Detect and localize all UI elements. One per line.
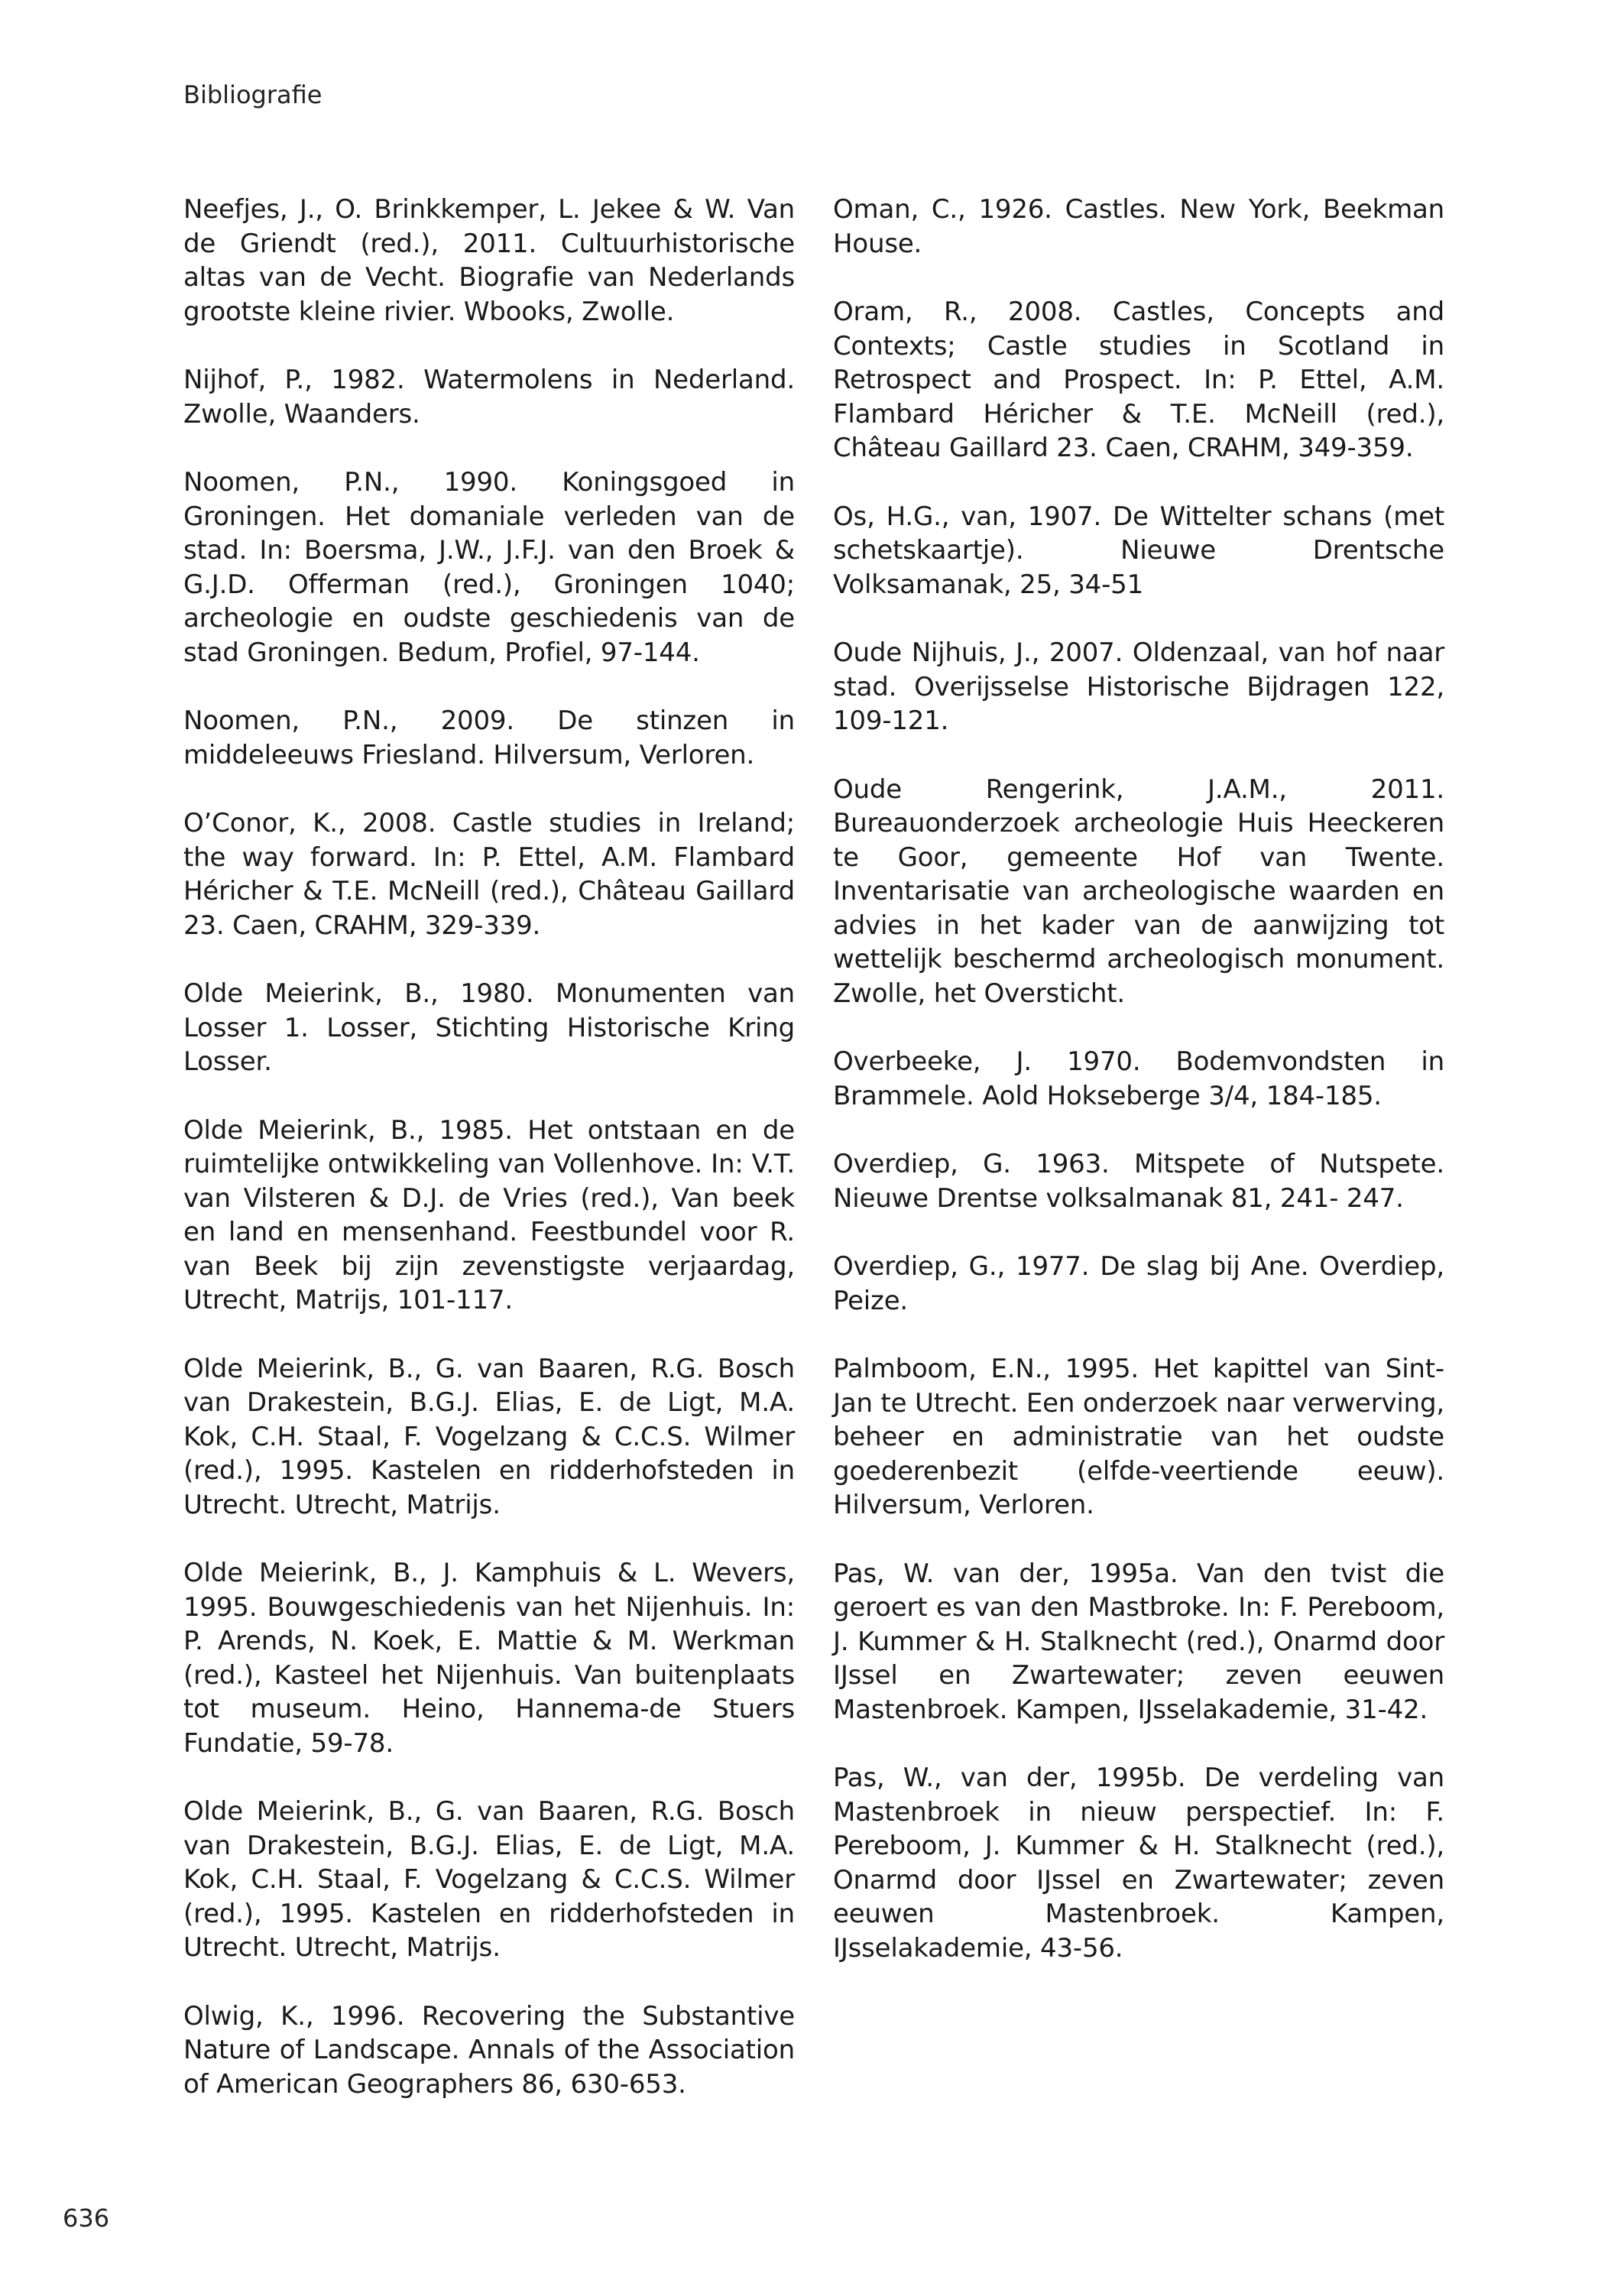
page-number: 636 (63, 2204, 110, 2233)
bibliography-column-left (183, 193, 795, 2136)
running-header: Bibliografie (183, 80, 323, 109)
bibliography-entry: Overdiep, G. 1963. Mitspete of Nutspete. Nieuwe Drentse volksalmanak 81, 241- 247. (833, 1149, 1444, 1214)
bibliography-entry: Oram, R., 2008. Castles, Concepts and Contexts; Castle studies in Scotland in Retrospect and Prospect. In: P. Ettel, A.M. Flambard Héricher & T.E. McNeill (red.), Château Gaillard 23. Caen, CRAHM, 349-359. (833, 297, 1444, 463)
bibliography-entry: Olde Meierink, B., G. van Baaren, R.G. Bosch van Drakestein, B.G.J. Elias, E. de Ligt, M.A. Kok, C.H. Staal, F. Vogelzang & C.C.S. Wilmer (red.), 1995. Kastelen en ridderhofsteden in Utrecht. Utrecht, Matrijs. (183, 1353, 795, 1520)
bibliography-entry: Olwig, K., 1996. Recovering the Substantive Nature of Landscape. Annals of the Association of American Geographers 86, 630-653. (183, 2000, 795, 2100)
bibliography-entry: Nijhof, P., 1982. Watermolens in Nederland. Zwolle, Waanders. (183, 365, 795, 430)
bibliography-entry: Olde Meierink, B., 1985. Het ontstaan en de ruimtelijke ontwikkeling van Vollenhove. In: V.T. van Vilsteren & D.J. de Vries (red.), Van beek en land en mensenhand. Feestbundel voor R. van Beek bij zijn zevenstigste verjaardag, Utrecht, Matrijs, 101-117. (183, 1114, 795, 1315)
bibliography-entry: Neefjes, J., O. Brinkkemper, L. Jekee & W. Van de Griendt (red.), 2011. Cultuurhistorische altas van de Vecht. Biografie van Nederlands grootste kleine rivier. Wbooks, Zwolle. (183, 194, 795, 327)
bibliography-column-right (833, 193, 1444, 1999)
bibliography-entry: Oman, C., 1926. Castles. New York, Beekman House. (833, 194, 1444, 259)
bibliography-entry: Noomen, P.N., 1990. Koningsgoed in Groningen. Het domaniale verleden van de stad. In: Boersma, J.W., J.F.J. van den Broek & G.J.D. Offerman (red.), Groningen 1040; archeologie en oudste geschiedenis van de stad Groningen. Bedum, Profiel, 97-144. (183, 467, 795, 668)
bibliography-entry: Olde Meierink, B., 1980. Monumenten van Losser 1. Losser, Stichting Historische Kring Losser. (183, 978, 795, 1077)
bibliography-entry: Pas, W., van der, 1995b. De verdeling van Mastenbroek in nieuw perspectief. In: F. Pereboom, J. Kummer & H. Stalknecht (red.), Onarmd door IJssel en Zwartewater; zeven eeuwen Mastenbroek. Kampen, IJsselakademie, 43-56. (833, 1763, 1444, 1964)
bibliography-entry: Olde Meierink, B., G. van Baaren, R.G. Bosch van Drakestein, B.G.J. Elias, E. de Ligt, M.A. Kok, C.H. Staal, F. Vogelzang & C.C.S. Wilmer (red.), 1995. Kastelen en ridderhofsteden in Utrecht. Utrecht, Matrijs. (183, 1796, 795, 1963)
bibliography-entry: Pas, W. van der, 1995a. Van den tvist die geroert es van den Mastbroke. In: F. Pereboom, J. Kummer & H. Stalknecht (red.), Onarmd door IJssel en Zwartewater; zeven eeuwen Mastenbroek. Kampen, IJsselakademie, 31-42. (833, 1558, 1444, 1725)
bibliography-entry: Os, H.G., van, 1907. De Wittelter schans (met schetskaartje). Nieuwe Drentsche Volksamanak, 25, 34-51 (833, 501, 1444, 600)
bibliography-entry: Overdiep, G., 1977. De slag bij Ane. Overdiep, Peize. (833, 1251, 1444, 1316)
bibliography-entry: Olde Meierink, B., J. Kamphuis & L. Wevers, 1995. Bouwgeschiedenis van het Nijenhuis. In: P. Arends, N. Koek, E. Mattie & M. Werkman (red.), Kasteel het Nijenhuis. Van buitenplaats tot museum. Heino, Hannema-de Stuers Fundatie, 59-78. (183, 1558, 795, 1759)
bibliography-entry: Oude Nijhuis, J., 2007. Oldenzaal, van hof naar stad. Overijsselse Historische Bijdragen 122, 109-121. (833, 637, 1444, 736)
bibliography-entry: Overbeeke, J. 1970. Bodemvondsten in Brammele. Aold Hokseberge 3/4, 184-185. (833, 1046, 1444, 1111)
bibliography-entry: Oude Rengerink, J.A.M., 2011. Bureauonderzoek archeologie Huis Heeckeren te Goor, gemeente Hof van Twente. Inventarisatie van archeologische waarden en advies in het kader van de aanwijzing tot wettelijk beschermd archeologisch monument. Zwolle, het Oversticht. (833, 774, 1444, 1009)
bibliography-entry: Noomen, P.N., 2009. De stinzen in middeleeuws Friesland. Hilversum, Verloren. (183, 705, 795, 770)
bibliography-entry: Palmboom, E.N., 1995. Het kapittel van Sint-Jan te Utrecht. Een onderzoek naar verwerving, beheer en administratie van het oudste goederenbezit (elfde-veertiende eeuw). Hilversum, Verloren. (833, 1354, 1444, 1520)
bibliography-entry: O’Conor, K., 2008. Castle studies in Ireland; the way forward. In: P. Ettel, A.M. Flambard Héricher & T.E. McNeill (red.), Château Gaillard 23. Caen, CRAHM, 329-339. (183, 808, 795, 941)
